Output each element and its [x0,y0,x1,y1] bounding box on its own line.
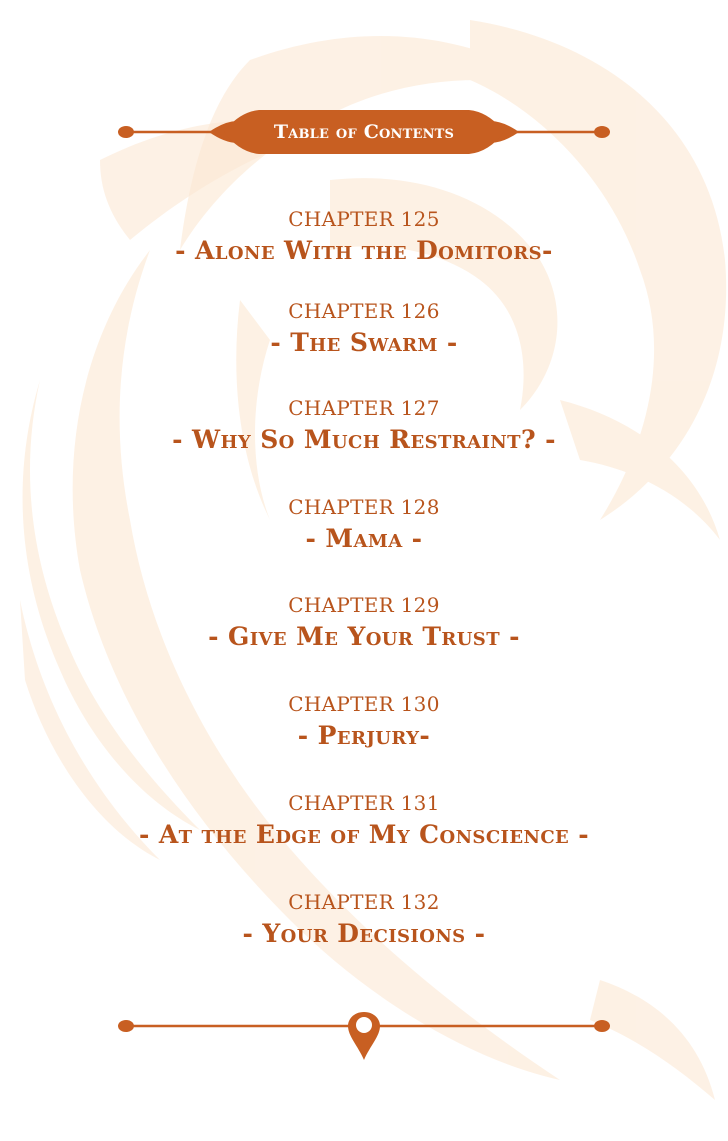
chapter-number: CHAPTER 130 [288,692,440,716]
table-of-contents-title: Table of Contents [273,121,455,143]
chapter-title: - Give Me Your Trust - [208,622,520,651]
chapter-number: CHAPTER 126 [288,299,440,323]
chapter-number: CHAPTER 127 [288,396,440,420]
chapter-title: - Perjury- [297,721,431,750]
chapter-entry [0,395,728,457]
chapter-entry [0,592,728,654]
chapter-title: - Alone With the Domitors- [175,236,553,265]
chapter-number: CHAPTER 129 [288,593,440,617]
chapter-entry [0,206,728,268]
chapter-entry [0,889,728,951]
chapter-title: - Your Decisions - [242,919,486,948]
chapter-entry [0,790,728,852]
chapter-entry [0,494,728,556]
chapter-number: CHAPTER 128 [288,495,440,519]
chapter-title: - At the Edge of My Conscience - [138,820,590,849]
chapter-entry [0,691,728,753]
chapter-entry [0,298,728,360]
chapter-title: - Mama - [305,524,423,553]
chapter-number: CHAPTER 132 [288,890,440,914]
chapter-number: CHAPTER 125 [288,207,440,231]
chapter-number: CHAPTER 131 [288,791,440,815]
footer-divider-ornament [114,1004,614,1068]
chapter-title: - The Swarm - [270,328,458,357]
chapter-title: - Why So Much Restraint? - [172,425,556,454]
